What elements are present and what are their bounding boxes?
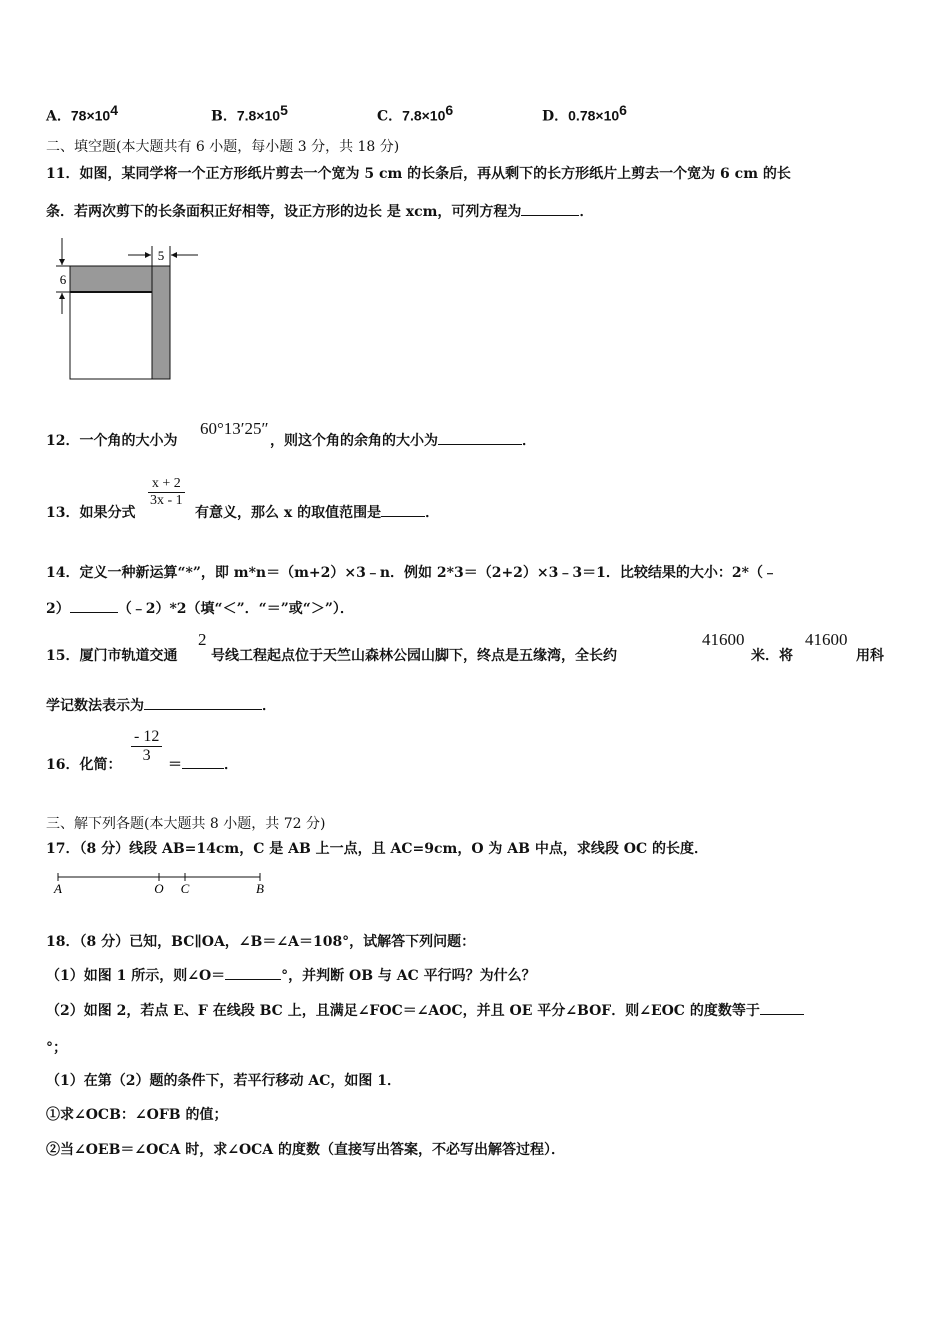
- label-b: B: [256, 881, 264, 896]
- q15-part3: 米．将: [751, 648, 793, 664]
- q13-rest: 有意义，那么 x 的取值范围是 ．: [195, 502, 439, 522]
- answer-blank: [182, 754, 224, 769]
- q14-line1: 14．定义一种新运算“*”，即 m*n＝（m+2）×3﹣n．例如 2*3＝（2+2）×3﹣3＝1．比较结果的大小：2*（﹣: [46, 565, 777, 581]
- q15-line2: 学记数法表示为 ．: [46, 695, 276, 715]
- strip-6cm: [70, 266, 152, 292]
- q18-line3: （2）如图 2，若点 E、F 在线段 BC 上，且满足∠FOC＝∠AOC，并且 OE 平分∠BOF．则∠EOC 的度数等于: [46, 1000, 804, 1020]
- q17-text: 17．（8 分）线段 AB=14cm，C 是 AB 上一点，且 AC=9cm，O 为 AB 中点，求线段 OC 的长度．: [46, 841, 708, 857]
- answer-blank: [144, 695, 262, 710]
- q15-line-number: 2: [198, 630, 207, 649]
- q15-part2: 号线工程起点位于天竺山森林公园山脚下，终点是五缘湾，全长约: [211, 648, 617, 664]
- q18-line1: 18．（8 分）已知，BC∥OA，∠B＝∠A＝108°，试解答下列问题：: [46, 934, 476, 950]
- q13-denominator: 3x - 1: [150, 493, 183, 508]
- answer-blank: [760, 1000, 804, 1015]
- q18-line7: ②当∠OEB＝∠OCA 时，求∠OCA 的度数（直接写出答案，不必写出解答过程）．: [46, 1142, 566, 1158]
- q14-line2: 2） （﹣2）*2（填“＜”．“＝”或“＞”）．: [46, 598, 354, 618]
- label-c: C: [180, 881, 190, 896]
- arrowhead: [59, 259, 65, 265]
- answer-blank: [70, 598, 118, 613]
- q16-denominator: 3: [142, 747, 151, 764]
- label-o: O: [154, 881, 164, 896]
- q16-numerator: - 12: [131, 728, 162, 747]
- q15-length-1: 41600: [702, 630, 745, 649]
- answer-blank: [438, 430, 522, 445]
- q11-line2: 条．若两次剪下的长条面积正好相等，设正方形的边长 是 xcm，可列方程为 ．: [46, 201, 593, 221]
- choice-a: A．78×104: [46, 102, 118, 125]
- q16-fraction: [131, 728, 162, 765]
- q18-line6: ①求∠OCB：∠OFB 的值；: [46, 1107, 228, 1123]
- choice-d: D．0.78×106: [542, 102, 627, 125]
- q16-rest: ＝ ．: [168, 754, 238, 774]
- q15-part1: 15．厦门市轨道交通: [46, 648, 178, 664]
- q13-prefix: 13．如果分式: [46, 505, 136, 521]
- answer-blank: [381, 502, 425, 517]
- q15-length-2: 41600: [805, 630, 848, 649]
- q13-numerator: x + 2: [148, 476, 185, 493]
- q18-line4: °；: [46, 1040, 67, 1056]
- section2-title: 二、填空题(本大题共有 6 小题，每小题 3 分，共 18 分): [46, 139, 400, 155]
- section3-title: 三、解下列各题(本大题共 8 小题，共 72 分): [46, 816, 326, 832]
- q11-figure: [48, 236, 208, 386]
- strip-5cm: [152, 266, 170, 379]
- answer-blank: [225, 965, 281, 980]
- q13-fraction: [148, 476, 185, 509]
- q17-segment-figure: [48, 868, 278, 900]
- q18-line5: （1）在第（2）题的条件下，若平行移动 AC，如图 1．: [46, 1073, 401, 1089]
- q18-line2: （1）如图 1 所示，则∠O＝ °，并判断 OB 与 AC 平行吗？为什么？: [46, 965, 536, 985]
- q12-rest: ，则这个角的余角的大小为 ．: [270, 430, 536, 450]
- q12-prefix: 12．一个角的大小为: [46, 433, 178, 449]
- arrowhead: [171, 252, 177, 258]
- arrowhead: [145, 252, 151, 258]
- q16-prefix: 16．化简：: [46, 757, 122, 773]
- answer-blank: [521, 201, 579, 216]
- q12-angle: 60°13′25″: [200, 419, 269, 438]
- arrowhead: [59, 293, 65, 299]
- label-6: 6: [59, 272, 67, 287]
- choice-c: C．7.8×106: [377, 102, 454, 125]
- choice-b: B．7.8×105: [211, 102, 288, 125]
- label-5: 5: [157, 248, 165, 263]
- q15-part4: 用科: [856, 648, 884, 664]
- label-a: A: [54, 881, 62, 896]
- q11-line1: 11．如图，某同学将一个正方形纸片剪去一个宽为 5 cm 的长条后，再从剩下的长方形纸片上剪去一个宽为 6 cm 的长: [46, 166, 791, 182]
